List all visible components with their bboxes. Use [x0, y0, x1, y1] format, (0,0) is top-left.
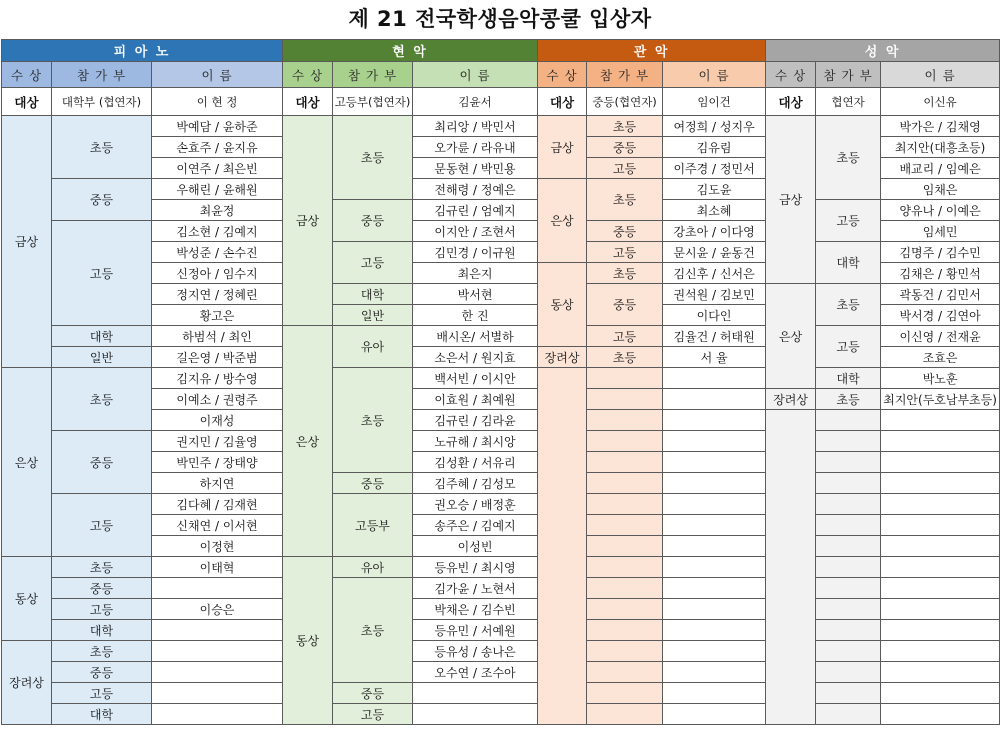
piano-winner-name: 이승은	[152, 599, 283, 620]
winds-name-column-header: 이 름	[663, 62, 766, 88]
vocal-winner-name	[881, 536, 1000, 557]
piano-winner-name: 김지유 / 방수영	[152, 368, 283, 389]
table-header	[2, 40, 1000, 88]
winds-winner-name	[663, 557, 766, 578]
vocal-winner-name	[881, 704, 1000, 725]
section-header-piano: 피 아 노	[2, 40, 283, 62]
piano-award-cell: 은상	[2, 368, 52, 557]
winds-division-cell	[587, 704, 663, 725]
piano-winner-name: 정지연 / 정혜린	[152, 284, 283, 305]
strings-winner-name: 소은서 / 원지효	[413, 347, 538, 368]
piano-division-cell: 고등	[52, 494, 152, 557]
section-header-vocal: 성 악	[766, 40, 1000, 62]
winds-award-cell	[538, 368, 587, 725]
strings-winner-name: 배시온/ 서별하	[413, 326, 538, 347]
piano-division-cell: 초등	[52, 641, 152, 662]
table-row	[2, 494, 1000, 515]
piano-grand-name: 이 현 정	[152, 88, 283, 116]
winds-award-cell: 장려상	[538, 347, 587, 368]
vocal-winner-name	[881, 410, 1000, 431]
vocal-winner-name: 김명주 / 김수민	[881, 242, 1000, 263]
strings-division-cell: 초등	[333, 578, 413, 683]
vocal-winner-name: 최지안(대흥초등)	[881, 137, 1000, 158]
piano-winner-name	[152, 641, 283, 662]
winds-winner-name: 권석원 / 김보민	[663, 284, 766, 305]
piano-division-cell: 중등	[52, 179, 152, 221]
table-row	[2, 662, 1000, 683]
piano-name-column-header: 이 름	[152, 62, 283, 88]
piano-winner-name: 하지연	[152, 473, 283, 494]
piano-award-cell: 장려상	[2, 641, 52, 725]
vocal-winner-name: 박노훈	[881, 368, 1000, 389]
winds-award-cell: 은상	[538, 179, 587, 263]
vocal-winner-name: 임채은	[881, 179, 1000, 200]
strings-winner-name: 문동현 / 박민용	[413, 158, 538, 179]
winds-winner-name	[663, 704, 766, 725]
vocal-division-cell	[816, 662, 881, 683]
winds-division-cell	[587, 536, 663, 557]
piano-division-cell: 고등	[52, 683, 152, 704]
section-header-strings: 현 악	[283, 40, 538, 62]
table-row	[2, 704, 1000, 725]
piano-winner-name: 이예소 / 권령주	[152, 389, 283, 410]
strings-award-cell: 은상	[283, 326, 333, 557]
strings-winner-name: 권오승 / 배정훈	[413, 494, 538, 515]
winds-division-cell	[587, 431, 663, 452]
vocal-division-cell	[816, 473, 881, 494]
vocal-winner-name: 곽동건 / 김민서	[881, 284, 1000, 305]
strings-winner-name: 백서빈 / 이시안	[413, 368, 538, 389]
winds-winner-name: 이주경 / 정민서	[663, 158, 766, 179]
winds-division-cell: 중등	[587, 137, 663, 158]
winds-winner-name	[663, 494, 766, 515]
strings-name-column-header: 이 름	[413, 62, 538, 88]
table-row	[2, 557, 1000, 578]
vocal-division-cell	[816, 431, 881, 452]
vocal-division-cell: 대학	[816, 242, 881, 284]
strings-winner-name: 박채은 / 김수빈	[413, 599, 538, 620]
winds-winner-name: 최소혜	[663, 200, 766, 221]
winds-grand-name: 임이건	[663, 88, 766, 116]
winds-winner-name: 서 율	[663, 347, 766, 368]
strings-winner-name: 김성환 / 서유리	[413, 452, 538, 473]
strings-winner-name: 전해령 / 정예은	[413, 179, 538, 200]
vocal-division-cell	[816, 599, 881, 620]
winds-winner-name	[663, 683, 766, 704]
strings-division-cell: 초등	[333, 116, 413, 200]
vocal-winner-name: 김채은 / 황민석	[881, 263, 1000, 284]
winds-division-cell	[587, 473, 663, 494]
piano-division-cell: 중등	[52, 431, 152, 494]
strings-division-cell: 중등	[333, 683, 413, 704]
strings-division-cell: 고등	[333, 704, 413, 725]
vocal-award-cell: 장려상	[766, 389, 816, 410]
winds-winner-name: 김율건 / 허태원	[663, 326, 766, 347]
section-header-winds: 관 악	[538, 40, 766, 62]
vocal-division-cell: 초등	[816, 116, 881, 200]
piano-division-cell: 고등	[52, 599, 152, 620]
strings-division-cell: 일반	[333, 305, 413, 326]
piano-division-cell: 초등	[52, 557, 152, 578]
winds-division-cell: 초등	[587, 347, 663, 368]
strings-grand-name: 김윤서	[413, 88, 538, 116]
strings-division-cell: 고등	[333, 242, 413, 284]
strings-winner-name: 최리앙 / 박민서	[413, 116, 538, 137]
vocal-division-cell: 대학	[816, 368, 881, 389]
piano-division-cell: 초등	[52, 116, 152, 179]
table-row	[2, 200, 1000, 221]
winds-division-cell: 고등	[587, 242, 663, 263]
piano-award-cell: 동상	[2, 557, 52, 641]
strings-grand-division: 고등부(협연자)	[333, 88, 413, 116]
piano-division-cell: 일반	[52, 347, 152, 368]
winds-winner-name: 김신후 / 신서은	[663, 263, 766, 284]
winds-division-cell: 초등	[587, 116, 663, 137]
winds-division-cell: 중등	[587, 284, 663, 326]
winds-division-cell	[587, 620, 663, 641]
vocal-winner-name: 양유나 / 이예은	[881, 200, 1000, 221]
winds-grand-award: 대상	[538, 88, 587, 116]
winds-winner-name	[663, 599, 766, 620]
piano-division-cell: 대학	[52, 620, 152, 641]
strings-award-column-header: 수 상	[283, 62, 333, 88]
winds-division-cell: 고등	[587, 326, 663, 347]
winds-division-cell	[587, 515, 663, 536]
winds-winner-name: 여정희 / 성지우	[663, 116, 766, 137]
vocal-winner-name	[881, 431, 1000, 452]
piano-winner-name: 하범석 / 최인	[152, 326, 283, 347]
winds-winner-name	[663, 620, 766, 641]
table-row	[2, 242, 1000, 263]
table-row	[2, 368, 1000, 389]
piano-winner-name	[152, 578, 283, 599]
winds-winner-name	[663, 410, 766, 431]
piano-winner-name: 김소현 / 김예지	[152, 221, 283, 242]
strings-division-cell: 중등	[333, 473, 413, 494]
table-row	[2, 473, 1000, 494]
vocal-winner-name	[881, 515, 1000, 536]
strings-winner-name: 김규린 / 엄예지	[413, 200, 538, 221]
vocal-division-cell	[816, 515, 881, 536]
table-row	[2, 326, 1000, 347]
vocal-winner-name: 조효은	[881, 347, 1000, 368]
piano-winner-name: 황고은	[152, 305, 283, 326]
piano-winner-name: 이재성	[152, 410, 283, 431]
vocal-winner-name: 박서경 / 김연아	[881, 305, 1000, 326]
strings-division-cell: 중등	[333, 200, 413, 242]
strings-winner-name: 김민경 / 이규원	[413, 242, 538, 263]
piano-winner-name: 김다혜 / 김재현	[152, 494, 283, 515]
column-header-row	[2, 62, 1000, 88]
winds-winner-name: 강초아 / 이다영	[663, 221, 766, 242]
piano-winner-name: 권지민 / 김율영	[152, 431, 283, 452]
vocal-award-cell	[766, 410, 816, 725]
strings-winner-name: 등유민 / 서예원	[413, 620, 538, 641]
vocal-winner-name	[881, 683, 1000, 704]
piano-winner-name: 손효주 / 윤지유	[152, 137, 283, 158]
strings-winner-name: 송주은 / 김예지	[413, 515, 538, 536]
winds-division-cell	[587, 599, 663, 620]
piano-winner-name: 이연주 / 최은빈	[152, 158, 283, 179]
table-row	[2, 452, 1000, 473]
winds-winner-name: 김유림	[663, 137, 766, 158]
vocal-division-cell: 초등	[816, 284, 881, 326]
strings-division-column-header: 참 가 부	[333, 62, 413, 88]
vocal-winner-name	[881, 620, 1000, 641]
winds-winner-name	[663, 662, 766, 683]
piano-winner-name: 박민주 / 장태양	[152, 452, 283, 473]
winds-winner-name	[663, 368, 766, 389]
piano-winner-name: 박예담 / 윤하준	[152, 116, 283, 137]
vocal-division-cell	[816, 494, 881, 515]
vocal-division-cell	[816, 683, 881, 704]
piano-division-cell: 초등	[52, 368, 152, 431]
vocal-winner-name	[881, 473, 1000, 494]
strings-winner-name: 오수연 / 조수아	[413, 662, 538, 683]
piano-division-cell: 중등	[52, 578, 152, 599]
vocal-award-cell: 금상	[766, 116, 816, 284]
piano-winner-name: 이정현	[152, 536, 283, 557]
winds-division-cell	[587, 494, 663, 515]
table-row	[2, 641, 1000, 662]
strings-award-cell: 동상	[283, 557, 333, 725]
vocal-division-cell	[816, 620, 881, 641]
vocal-award-cell: 은상	[766, 284, 816, 389]
vocal-division-cell: 고등	[816, 200, 881, 242]
vocal-division-cell	[816, 536, 881, 557]
piano-winner-name: 우해린 / 윤해원	[152, 179, 283, 200]
vocal-winner-name	[881, 494, 1000, 515]
vocal-division-column-header: 참 가 부	[816, 62, 881, 88]
winds-winner-name: 문시윤 / 윤동건	[663, 242, 766, 263]
strings-division-cell: 대학	[333, 284, 413, 305]
table-row	[2, 536, 1000, 557]
table-row	[2, 410, 1000, 431]
winds-division-cell: 초등	[587, 263, 663, 284]
winds-division-cell	[587, 641, 663, 662]
winds-division-cell: 중등	[587, 221, 663, 242]
vocal-division-cell	[816, 704, 881, 725]
page-title: 제 21 전국학생음악콩쿨 입상자	[348, 7, 652, 31]
winds-division-column-header: 참 가 부	[587, 62, 663, 88]
table-row	[2, 389, 1000, 410]
piano-winner-name: 최윤정	[152, 200, 283, 221]
vocal-division-cell: 초등	[816, 389, 881, 410]
vocal-winner-name	[881, 599, 1000, 620]
table-body	[2, 88, 1000, 725]
section-header-row	[2, 40, 1000, 62]
table-row	[2, 620, 1000, 641]
winds-grand-division: 중등(협연자)	[587, 88, 663, 116]
piano-award-column-header: 수 상	[2, 62, 52, 88]
strings-division-cell: 유아	[333, 557, 413, 578]
vocal-winner-name	[881, 578, 1000, 599]
vocal-grand-division: 협연자	[816, 88, 881, 116]
table-row	[2, 284, 1000, 305]
winds-division-cell: 초등	[587, 179, 663, 221]
table-row	[2, 683, 1000, 704]
piano-award-cell: 금상	[2, 116, 52, 368]
winds-winner-name	[663, 578, 766, 599]
vocal-winner-name	[881, 662, 1000, 683]
strings-winner-name: 김규린 / 김라윤	[413, 410, 538, 431]
strings-award-cell: 금상	[283, 116, 333, 326]
winds-division-cell	[587, 389, 663, 410]
strings-winner-name: 오가륜 / 라유내	[413, 137, 538, 158]
table-row	[2, 578, 1000, 599]
piano-winner-name	[152, 704, 283, 725]
vocal-division-cell	[816, 641, 881, 662]
vocal-winner-name: 이신영 / 전재윤	[881, 326, 1000, 347]
strings-winner-name: 김가윤 / 노현서	[413, 578, 538, 599]
vocal-division-cell	[816, 557, 881, 578]
piano-grand-award: 대상	[2, 88, 52, 116]
strings-winner-name: 이지안 / 조현서	[413, 221, 538, 242]
piano-winner-name: 길은영 / 박준범	[152, 347, 283, 368]
vocal-name-column-header: 이 름	[881, 62, 1000, 88]
vocal-winner-name: 박가은 / 김채영	[881, 116, 1000, 137]
vocal-grand-name: 이신유	[881, 88, 1000, 116]
piano-division-column-header: 참 가 부	[52, 62, 152, 88]
winds-winner-name	[663, 473, 766, 494]
winds-award-cell: 금상	[538, 116, 587, 179]
vocal-division-cell	[816, 578, 881, 599]
winds-division-cell	[587, 452, 663, 473]
grand-prize-row	[2, 88, 1000, 116]
vocal-winner-name: 배교리 / 임예은	[881, 158, 1000, 179]
strings-winner-name: 등유성 / 송나은	[413, 641, 538, 662]
piano-division-cell: 중등	[52, 662, 152, 683]
piano-division-cell: 대학	[52, 326, 152, 347]
winds-division-cell	[587, 557, 663, 578]
table-row	[2, 431, 1000, 452]
winds-winner-name	[663, 389, 766, 410]
winds-division-cell	[587, 410, 663, 431]
strings-winner-name: 최은지	[413, 263, 538, 284]
winds-winner-name	[663, 452, 766, 473]
strings-winner-name: 등유빈 / 최시영	[413, 557, 538, 578]
piano-grand-division: 대학부 (협연자)	[52, 88, 152, 116]
piano-division-cell: 대학	[52, 704, 152, 725]
vocal-award-column-header: 수 상	[766, 62, 816, 88]
vocal-winner-name	[881, 452, 1000, 473]
piano-winner-name	[152, 683, 283, 704]
table-row	[2, 116, 1000, 137]
winds-award-cell: 동상	[538, 263, 587, 347]
vocal-grand-award: 대상	[766, 88, 816, 116]
vocal-division-cell	[816, 410, 881, 431]
strings-winner-name: 김주혜 / 김성모	[413, 473, 538, 494]
strings-winner-name: 한 진	[413, 305, 538, 326]
strings-winner-name	[413, 704, 538, 725]
strings-winner-name: 박서현	[413, 284, 538, 305]
piano-division-cell: 고등	[52, 221, 152, 326]
vocal-division-cell	[816, 452, 881, 473]
winds-winner-name: 이다인	[663, 305, 766, 326]
strings-division-cell: 유아	[333, 326, 413, 368]
vocal-winner-name: 최지안(두호남부초등)	[881, 389, 1000, 410]
winds-division-cell	[587, 683, 663, 704]
vocal-winner-name: 임세민	[881, 221, 1000, 242]
piano-winner-name: 신정아 / 임수지	[152, 263, 283, 284]
table-row	[2, 599, 1000, 620]
winds-division-cell	[587, 578, 663, 599]
strings-winner-name: 이성빈	[413, 536, 538, 557]
winds-division-cell	[587, 662, 663, 683]
strings-grand-award: 대상	[283, 88, 333, 116]
strings-winner-name: 노규해 / 최시앙	[413, 431, 538, 452]
winds-division-cell	[587, 368, 663, 389]
vocal-division-cell: 고등	[816, 326, 881, 368]
winds-winner-name	[663, 536, 766, 557]
vocal-winner-name	[881, 557, 1000, 578]
piano-winner-name	[152, 662, 283, 683]
table-row	[2, 515, 1000, 536]
piano-winner-name: 이태혁	[152, 557, 283, 578]
strings-winner-name: 이효원 / 최예원	[413, 389, 538, 410]
strings-division-cell: 고등부	[333, 494, 413, 557]
winners-table	[1, 39, 1000, 725]
winds-award-column-header: 수 상	[538, 62, 587, 88]
winds-winner-name: 김도윤	[663, 179, 766, 200]
strings-division-cell: 초등	[333, 368, 413, 473]
winds-winner-name	[663, 641, 766, 662]
vocal-winner-name	[881, 641, 1000, 662]
winds-division-cell: 고등	[587, 158, 663, 179]
winds-winner-name	[663, 515, 766, 536]
winds-winner-name	[663, 431, 766, 452]
piano-winner-name: 박성준 / 손수진	[152, 242, 283, 263]
piano-winner-name	[152, 620, 283, 641]
strings-winner-name	[413, 683, 538, 704]
piano-winner-name: 신채연 / 이서현	[152, 515, 283, 536]
